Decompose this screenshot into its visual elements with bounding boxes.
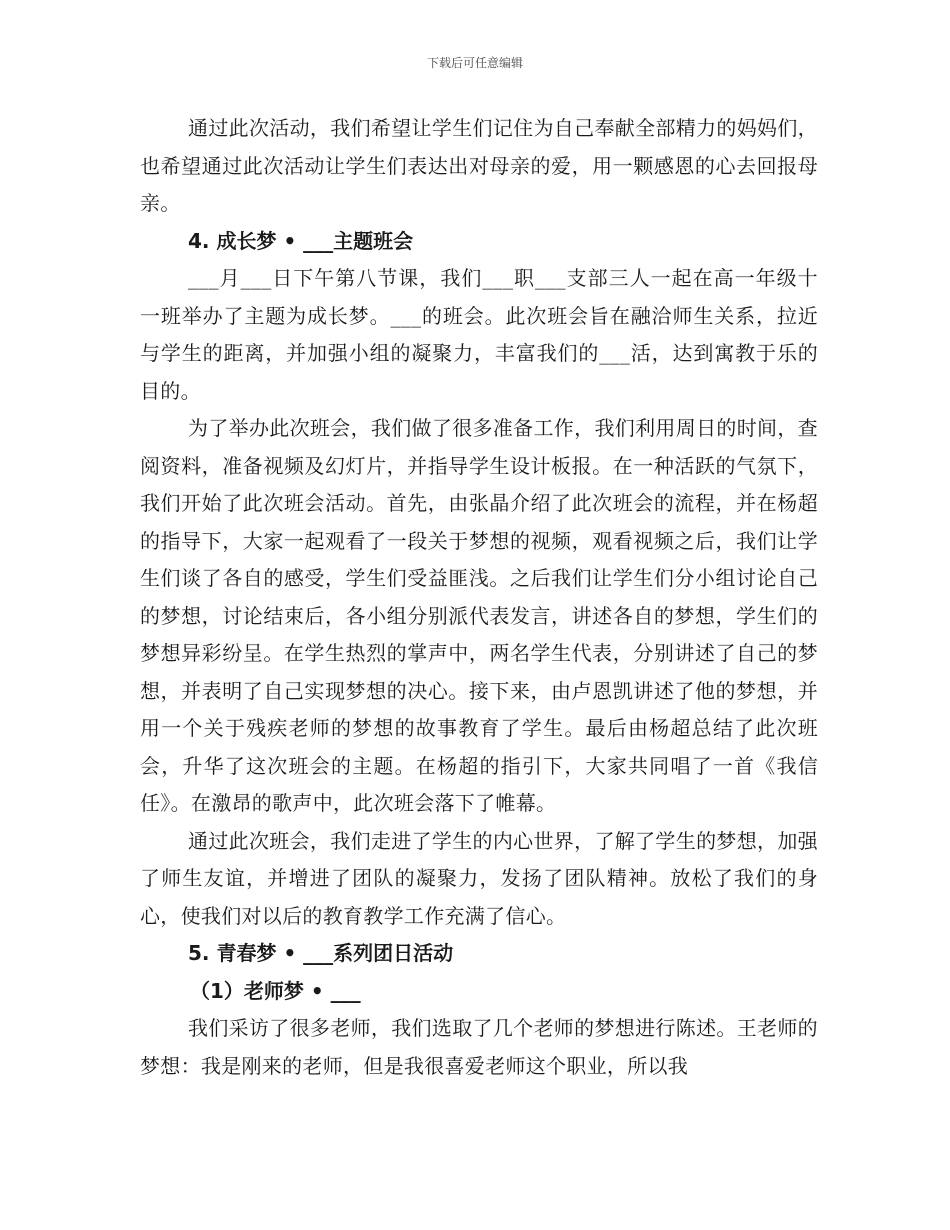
paragraph-class-meeting-conclusion: 通过此次班会，我们走进了学生的内心世界，了解了学生的梦想，加强了师生友谊，并增进了团队的凝聚力，发扬了团队精神。放松了我们的身心，使我们对以后的教育教学工作充满了信心。: [140, 828, 818, 928]
document-body: [140, 110, 818, 1085]
page-header-note: 下载后可任意编辑: [426, 56, 523, 70]
paragraph-mothers-day-summary: 通过此次活动，我们希望让学生们记住为自己奉献全部精力的妈妈们，也希望通过此次活动让学生们表达出对母亲的爱，用一颗感恩的心去回报母亲。: [140, 116, 818, 215]
subsection-heading-teacher-dream: （1）老师梦 • ___: [190, 978, 361, 1003]
paragraph-class-meeting-intro: ___月___日下午第八节课，我们___职___支部三人一起在高一年级十一班举办了主题为成长梦。___的班会。此次班会旨在融洽师生关系，拉近与学生的距离，并加强小组的凝聚力，丰富我们的___活，达到寓教于乐的目的。: [140, 266, 818, 403]
section-heading-growth-dream: 4. 成长梦 • ___主题班会: [188, 228, 414, 253]
paragraph-class-meeting-process: 为了举办此次班会，我们做了很多准备工作，我们利用周日的时间，查阅资料，准备视频及幻灯片，并指导学生设计板报。在一种活跃的气氛下，我们开始了此次班会活动。首先，由张晶介绍了此次班会的流程，并在杨超的指导下，大家一起观看了一段关于梦想的视频，观看视频之后，我们让学生们谈了各自的感受，学生们受益匪浅。之后我们让学生们分小组讨论自己的梦想，讨论结束后，各小组分别派代表发言，讲述各自的梦想，学生们的梦想异彩纷呈。在学生热烈的掌声中，两名学生代表，分别讲述了自己的梦想，并表明了自己实现梦想的决心。接下来，由卢恩凯讲述了他的梦想，并用一个关于残疾老师的梦想的故事教育了学生。最后由杨超总结了此次班会，升华了这次班会的主题。在杨超的指引下，大家共同唱了一首《我信任》。在激昂的歌声中，此次班会落下了帷幕。: [140, 416, 818, 815]
paragraph-teacher-interviews: 我们采访了很多老师，我们选取了几个老师的梦想进行陈述。王老师的梦想：我是刚来的老师，但是我很喜爱老师这个职业，所以我: [140, 1016, 818, 1078]
section-heading-youth-dream: 5. 青春梦 • ___系列团日活动: [188, 941, 454, 965]
